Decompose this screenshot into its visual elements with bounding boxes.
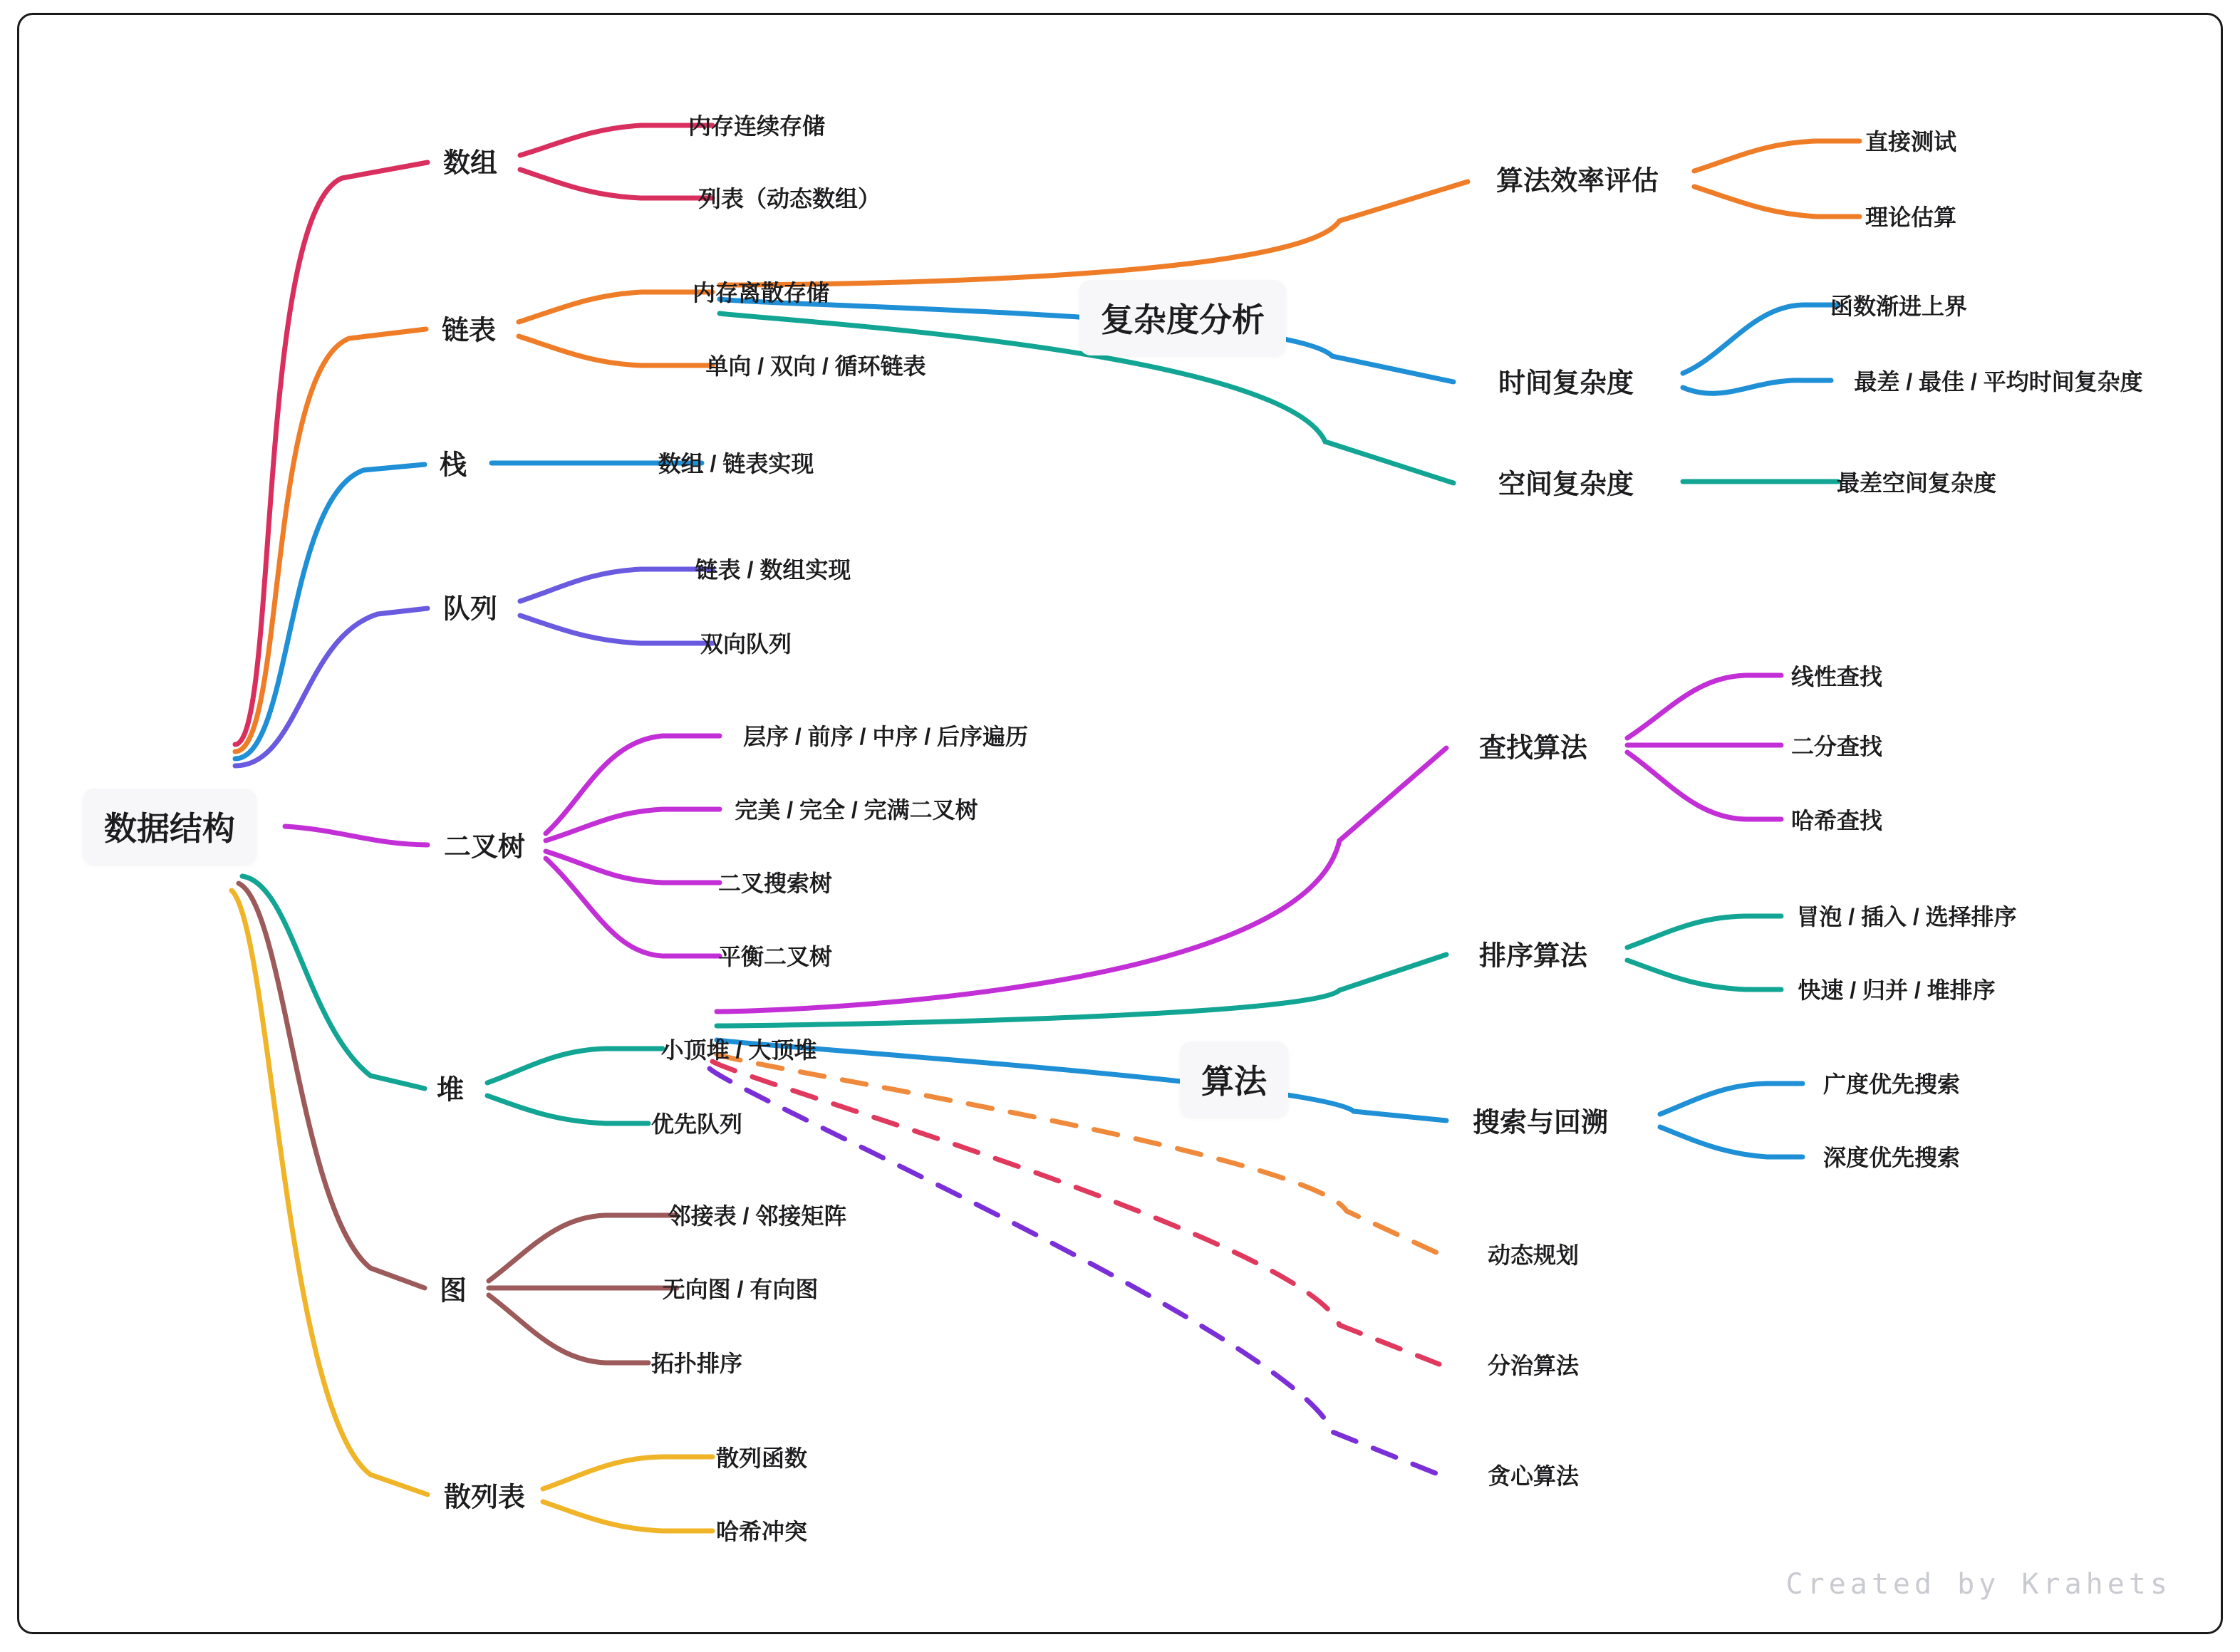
leaf-node[interactable]: 理论估算 (1865, 204, 1957, 230)
branch-node-greedy[interactable]: 贪心算法 (1487, 1463, 1580, 1489)
branch-node-array[interactable]: 数组 (442, 148, 498, 179)
leaf-node[interactable]: 链表 / 数组实现 (695, 557, 851, 583)
root-node-algorithm[interactable]: 算法 (1180, 1041, 1288, 1117)
leaf-node[interactable]: 线性查找 (1790, 664, 1883, 690)
leaf-node[interactable]: 散列函数 (715, 1445, 808, 1471)
credit-text: Created by Krahets (1785, 1568, 2172, 1601)
leaf-node[interactable]: 冒泡 / 插入 / 选择排序 (1796, 904, 2017, 930)
branch-node-space-complexity[interactable]: 空间复杂度 (1498, 469, 1634, 500)
branch-node-search[interactable]: 查找算法 (1478, 733, 1588, 764)
leaf-node[interactable]: 快速 / 归并 / 堆排序 (1798, 977, 1996, 1003)
branch-node-dynamic-programming[interactable]: 动态规划 (1487, 1242, 1580, 1268)
branch-node-sort[interactable]: 排序算法 (1478, 941, 1588, 972)
branch-node-efficiency[interactable]: 算法效率评估 (1495, 166, 1659, 197)
leaf-node[interactable]: 函数渐进上界 (1830, 293, 1968, 319)
branch-node-stack[interactable]: 栈 (439, 450, 467, 481)
leaf-node[interactable]: 拓扑排序 (650, 1351, 743, 1376)
leaf-node[interactable]: 层序 / 前序 / 中序 / 后序遍历 (742, 724, 1029, 749)
branch-node-binary-tree[interactable]: 二叉树 (443, 832, 526, 863)
branch-node-queue[interactable]: 队列 (442, 594, 498, 625)
leaf-node[interactable]: 哈希查找 (1790, 808, 1883, 833)
leaf-node[interactable]: 二分查找 (1790, 734, 1883, 759)
leaf-node[interactable]: 内存离散存储 (692, 280, 830, 306)
branch-node-time-complexity[interactable]: 时间复杂度 (1498, 368, 1634, 399)
diagram-frame (17, 13, 2223, 1634)
leaf-node[interactable]: 广度优先搜索 (1822, 1071, 1961, 1097)
leaf-node[interactable]: 列表（动态数组） (698, 186, 881, 212)
root-node-data-structure[interactable]: 数据结构 (83, 789, 256, 864)
branch-node-graph[interactable]: 图 (439, 1276, 467, 1306)
leaf-node[interactable]: 小顶堆 / 大顶堆 (660, 1037, 817, 1063)
branch-node-divide-conquer[interactable]: 分治算法 (1487, 1353, 1580, 1378)
leaf-node[interactable]: 最差 / 最佳 / 平均时间复杂度 (1854, 369, 2143, 395)
leaf-node[interactable]: 完美 / 完全 / 完满二叉树 (735, 797, 978, 823)
leaf-node[interactable]: 数组 / 链表实现 (658, 451, 814, 477)
leaf-node[interactable]: 内存连续存储 (688, 113, 826, 139)
leaf-node[interactable]: 直接测试 (1865, 129, 1957, 155)
branch-node-linked-list[interactable]: 链表 (441, 316, 497, 346)
leaf-node[interactable]: 无向图 / 有向图 (662, 1277, 819, 1302)
leaf-node[interactable]: 平衡二叉树 (717, 944, 833, 970)
leaf-node[interactable]: 单向 / 双向 / 循环链表 (705, 353, 926, 379)
leaf-node[interactable]: 双向队列 (700, 631, 792, 657)
branch-node-search-backtrack[interactable]: 搜索与回溯 (1472, 1108, 1609, 1138)
root-node-complexity[interactable]: 复杂度分析 (1079, 280, 1286, 355)
branch-node-hash-table[interactable]: 散列表 (443, 1482, 526, 1513)
branch-node-heap[interactable]: 堆 (436, 1075, 465, 1106)
leaf-node[interactable]: 优先队列 (650, 1111, 743, 1137)
leaf-node[interactable]: 二叉搜索树 (717, 871, 833, 896)
leaf-node[interactable]: 哈希冲突 (715, 1519, 808, 1544)
leaf-node[interactable]: 深度优先搜索 (1822, 1145, 1961, 1170)
leaf-node[interactable]: 最差空间复杂度 (1836, 470, 1997, 496)
leaf-node[interactable]: 邻接表 / 邻接矩阵 (668, 1203, 847, 1229)
